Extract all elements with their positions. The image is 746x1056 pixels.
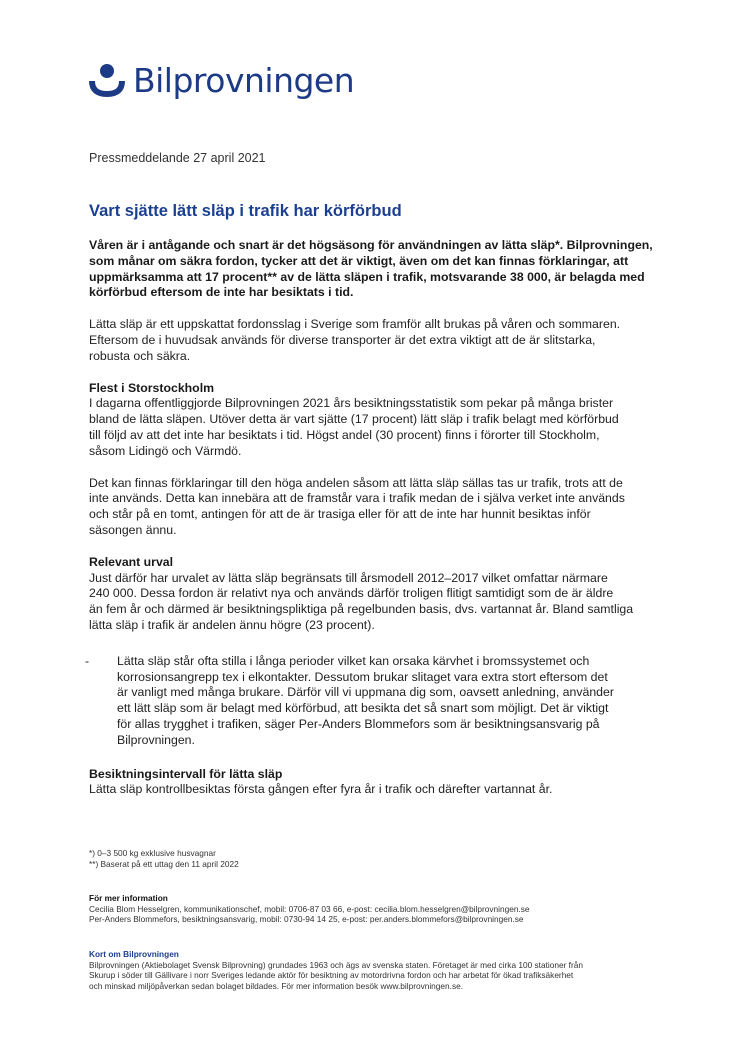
brand-logo <box>89 60 354 100</box>
contact-line: Per-Anders Blommefors, besiktningsansvarig, mobil: 0730-94 14 25, e-post: per.anders.blommefors@bilprovningen.se <box>89 914 524 924</box>
paragraph <box>89 476 689 539</box>
about-block <box>89 949 709 991</box>
lead-line: körförbud eftersom de inte har besiktats i tid. <box>89 285 354 300</box>
lead-line: som månar om säkra fordon, tycker att det är viktigt, även om det kan finnas förklaringar, att <box>89 253 629 268</box>
contact-line: Cecilia Blom Hesselgren, kommunikationschef, mobil: 0706-87 03 66, e-post: cecilia.blom.hesselgren@bilprovningen.se <box>89 903 530 914</box>
article-body <box>85 238 689 798</box>
paragraph-line: säsongen ännu. <box>89 522 177 537</box>
paragraph-line: Lätta släp är ett uppskattat fordonsslag i Sverige som framför allt brukas på våren och sommaren. <box>89 317 621 332</box>
paragraph-line: inte används. Detta kan innebära att de framstår vara i trafik medan de i själva verket inte används <box>89 491 625 506</box>
bullet-dash: - <box>85 653 90 668</box>
contact-heading: För mer information <box>89 893 168 903</box>
paragraph-line: bland de lätta släpen. Utöver detta är vart sjätte (17 procent) lätt släp i trafik belagt med körförbud <box>89 412 619 427</box>
paragraph <box>89 317 689 364</box>
quote-line: för allas trygghet i trafiken, säger Per-Anders Blommefors som är besiktningsansvarig på <box>117 716 600 731</box>
paragraph-line: I dagarna offentliggjorde Bilprovningen 2021 års besiktningsstatistik som pekar på många brister <box>89 396 614 411</box>
quote-line: är vanligt med många brukare. Därför vill vi uppmana dig som, oavsett anledning, använder <box>117 685 614 700</box>
footnote: **) Baserat på ett uttag den 11 april 2022 <box>89 858 239 869</box>
quote-line: ett lätt släp som är belagt med körförbud, att besikta det så snart som möjligt. Det är viktigt <box>117 701 609 716</box>
section-heading: Flest i Storstockholm <box>89 380 215 395</box>
footnotes <box>89 848 239 869</box>
paragraph-line: Lätta släp kontrollbesiktas första gången efter fyra år i trafik och därefter vartannat år. <box>89 782 553 797</box>
paragraph-line: än fem år och därmed är besiktningspliktiga på regelbunden basis, dvs. vartannat år. Bland samtliga <box>89 602 634 617</box>
paragraph-line: 240 000. Dessa fordon är relativt nya och används därför troligen flitigt samtidigt som de är äldre <box>89 586 614 601</box>
section-heading: Relevant urval <box>89 554 174 569</box>
paragraph-line: lätta släp i trafik är andelen ännu högre (23 procent). <box>89 617 375 632</box>
quote-line: korrosionsangrepp tex i elkontakter. Dessutom brukar slitaget vara extra stort eftersom det <box>117 669 608 684</box>
paragraph-line: robusta och säkra. <box>89 348 191 363</box>
section <box>89 555 689 634</box>
about-line: Bilprovningen (Aktiebolaget Svensk Bilprovning) grundades 1963 och ägs av svenska staten. Företaget är med cirka 100 stationer från <box>89 959 583 970</box>
quote-line: Bilprovningen. <box>117 732 195 747</box>
headline: Vart sjätte lätt släp i trafik har körförbud <box>89 202 402 220</box>
contact-block <box>89 893 709 925</box>
dateline: Pressmeddelande 27 april 2021 <box>89 151 266 165</box>
person-smile-logo-icon <box>89 63 125 97</box>
section <box>89 381 689 460</box>
about-line: och minskad miljöpåverkan sedan bolaget bildades. För mer information besök www.bilprovningen.se. <box>89 980 464 991</box>
section <box>89 767 689 799</box>
about-line: Skurup i söder till Gällivare i norr Sveriges ledande aktör för besiktning av motordrivna fordon och har arbetat för ökad trafiksäkerhet <box>89 970 574 981</box>
lead-line: Våren är i antågande och snart är det högsäsong för användningen av lätta släp*. Bilprovningen, <box>89 238 653 252</box>
paragraph-line: och står på en tomt, antingen för att de är trasiga eller för att de inte har hunnit besiktas inför <box>89 507 591 522</box>
paragraph-line: Eftersom de i huvudsak används för diverse transporter är det extra viktigt att de är slitstarka, <box>89 332 596 347</box>
lead-paragraph <box>89 238 689 301</box>
footnote: *) 0–3 500 kg exklusive husvagnar <box>89 848 216 858</box>
quote-bullet <box>85 653 689 749</box>
paragraph-line: Just därför har urvalet av lätta släp begränsats till årsmodell 2012–2017 vilket omfattar närmare <box>89 570 608 585</box>
quote-line: Lätta släp står ofta stilla i långa perioder vilket kan orsaka kärvhet i bromssystemet och <box>117 653 590 668</box>
brand-name: Bilprovningen <box>133 60 355 100</box>
paragraph-line: till följd av att det inte har besiktats i tid. Högst andel (30 procent) finns i förorter till Stockholm, <box>89 427 600 442</box>
paragraph-line: Det kan finnas förklaringar till den höga andelen såsom att lätta släp sällas tas ur trafik, trots att de <box>89 475 623 490</box>
lead-line: uppmärksamma att 17 procent** av de lätta släpen i trafik, motsvarande 38 000, är belagda med <box>89 269 645 284</box>
section-heading: Besiktningsintervall för lätta släp <box>89 766 283 781</box>
about-heading: Kort om Bilprovningen <box>89 949 179 959</box>
paragraph-line: såsom Lidingö och Värmdö. <box>89 443 242 458</box>
